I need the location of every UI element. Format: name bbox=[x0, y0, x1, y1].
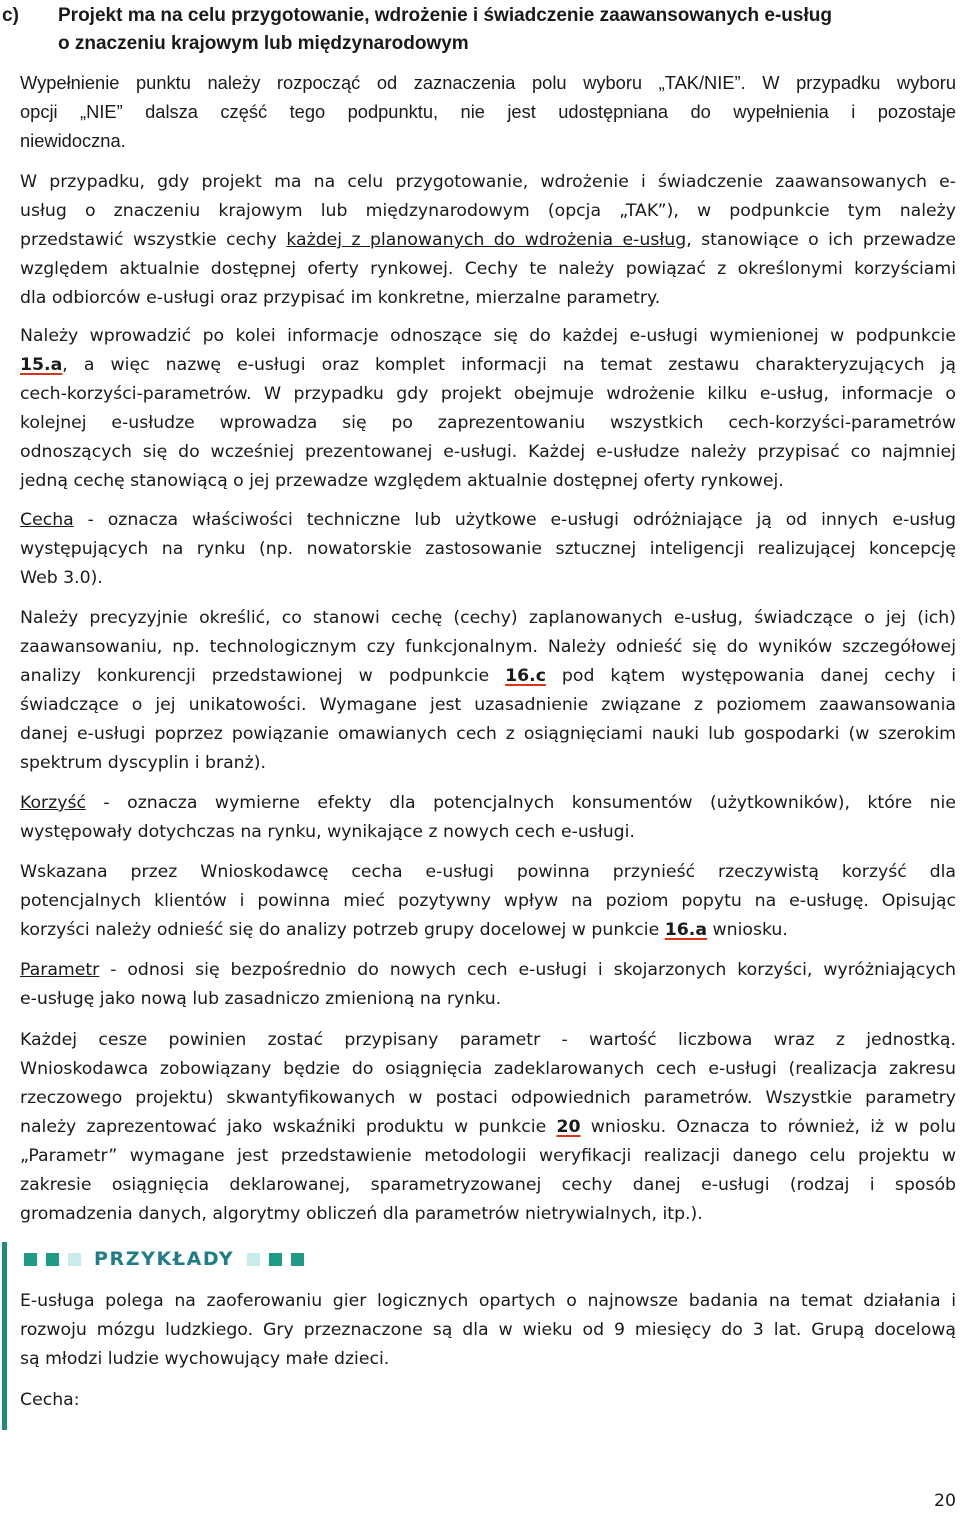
term-parametr: Parametr bbox=[20, 960, 100, 980]
section-heading bbox=[2, 2, 952, 58]
paragraph-2: Należy wprowadzić po kolei informacje odnoszące się do każdej e-usługi wymienionej w podpunkcie 15.a, a więc nazwę e-usługi oraz komplet informacji na temat zestawu charakteryzujących ją cech-korzyści-parametrów. W przypadku gdy projekt obejmuje wdrożenie kilku e-usług, informacje o kolejnej e-usłudze wprowadza się po zaprezentowaniu wszystkich cech-korzyści-parametrów odnoszących się do wcześniej prezentowanej e-usługi. Każdej e-usłudze należy przypisać co najmniej jedną cechę stanowiącą o jej przewadze względem aktualnie dostępnej oferty rynkowej. bbox=[20, 326, 956, 491]
square-bullet-icon bbox=[24, 1253, 37, 1266]
heading-line-2: o znaczeniu krajowym lub międzynarodowym bbox=[58, 33, 469, 54]
term-korzysc: Korzyść bbox=[20, 793, 86, 813]
paragraph-1: W przypadku, gdy projekt ma na celu przygotowanie, wdrożenie i świadczenie zaawansowanych e- usług o znaczeniu krajowym lub międzynarodowym (opcja „TAK”), w podpunkcie tym należy przedstawić wszystkie cechy każdej z planowanych do wdrożenia e-usług, stanowiące o ich przewadze względem aktualnie dostępnej oferty rynkowej. Cechy te należy powiązać z określonymi korzyściami dla odbiorców e-usługi oraz przypisać im konkretne, mierzalne parametry. bbox=[20, 172, 956, 308]
reference-20: 20 bbox=[556, 1117, 581, 1137]
example-paragraph: E-usługa polega na zaoferowaniu gier logicznych opartych o najnowsze badania na temat działania i rozwoju mózgu ludzkiego. Gry przeznaczone są dla w wieku od 9 miesięcy do 3 lat. Grupą docelową są młodzi ludzie wychowujący małe dzieci. bbox=[20, 1291, 956, 1369]
examples-title: PRZYKŁADY bbox=[94, 1248, 235, 1270]
paragraph-parametr-definition: Parametr - odnosi się bezpośrednio do nowych cech e-usługi i skojarzonych korzyści, wyróżniających e-usługę jako nową lub zasadniczo zmienioną na rynku. bbox=[20, 960, 956, 1009]
square-bullet-icon bbox=[291, 1253, 304, 1266]
paragraph-6: Wskazana przez Wnioskodawcę cecha e-usługi powinna przynieść rzeczywistą korzyść dla potencjalnych klientów i powinna mieć pozytywny wpływ na poziom popytu na e-usługę. Opisując korzyści należy odnieść się do analizy potrzeb grupy docelowej w punkcie 16.a wniosku. bbox=[20, 862, 956, 940]
paragraph-8: Każdej cesze powinien zostać przypisany parametr - wartość liczbowa wraz z jednostką. Wnioskodawca zobowiązany będzie do osiągnięcia zadeklarowanych cech e-usługi (realizacja zakresu rzeczowego projektu) skwantyfikowanych w postaci odpowiednich parametrów. Wszystkie parametry należy zaprezentować jako wskaźniki produktu w punkcie 20 wniosku. Oznacza to również, iż w polu „Parametr” wymagane jest przedstawienie metodologii weryfikacji realizacji danego celu projektu w zakresie osiągnięcia deklarowanej, sparametryzowanej cechy danej e-usługi (rodzaj i sposób gromadzenia danych, algorytmy obliczeń dla parametrów nietrywialnych, itp.). bbox=[20, 1030, 956, 1224]
reference-16c: 16.c bbox=[505, 666, 546, 686]
reference-16a: 16.a bbox=[664, 920, 707, 940]
heading-line-1: Projekt ma na celu przygotowanie, wdrożenie i świadczenie zaawansowanych e-usług bbox=[58, 5, 832, 26]
underlined-phrase: każdej z planowanych do wdrożenia e-usług bbox=[286, 230, 687, 250]
reference-15a: 15.a bbox=[20, 355, 63, 375]
paragraph-korzysc-definition: Korzyść - oznacza wymierne efekty dla potencjalnych konsumentów (użytkowników), które nie występowały dotychczas na rynku, wynikające z nowych cech e-usługi. bbox=[20, 793, 956, 842]
heading-number: c) bbox=[2, 5, 19, 26]
square-bullet-icon bbox=[68, 1253, 81, 1266]
intro-paragraph: Wypełnienie punktu należy rozpocząć od zaznaczenia polu wyboru „TAK/NIE”. W przypadku wyboru opcji „NIE” dalsza część tego podpunktu, nie jest udostępniana do wypełnienia i pozostaje niewidoczna. bbox=[20, 72, 956, 151]
square-bullet-icon bbox=[46, 1253, 59, 1266]
square-bullet-icon bbox=[247, 1253, 260, 1266]
paragraph-cecha-definition: Cecha - oznacza właściwości techniczne lub użytkowe e-usługi odróżniające ją od innych e-usług występujących na rynku (np. nowatorskie zastosowanie sztucznej inteligencji realizującej koncepcję Web 3.0). bbox=[20, 510, 956, 588]
examples-header bbox=[24, 1246, 304, 1272]
example-cecha-label: Cecha: bbox=[20, 1390, 80, 1410]
term-cecha: Cecha bbox=[20, 510, 74, 530]
square-bullet-icon bbox=[269, 1253, 282, 1266]
paragraph-4: Należy precyzyjnie określić, co stanowi cechę (cechy) zaplanowanych e-usług, świadczące o jej (ich) zaawansowaniu, np. technologicznym czy funkcjonalnym. Należy odnieść się do wyników szczegółowej analizy konkurencji przedstawionej w podpunkcie 16.c pod kątem występowania danej cechy i świadczące o jej unikatowości. Wymagane jest uzasadnienie związane z poziomem zaawansowania danej e-usługi poprzez powiązanie omawianych cech z osiągnięciami nauki lub gospodarki (w szerokim spektrum dyscyplin i branż). bbox=[20, 608, 956, 773]
page-number: 20 bbox=[934, 1491, 956, 1511]
examples-side-bar bbox=[2, 1242, 7, 1430]
